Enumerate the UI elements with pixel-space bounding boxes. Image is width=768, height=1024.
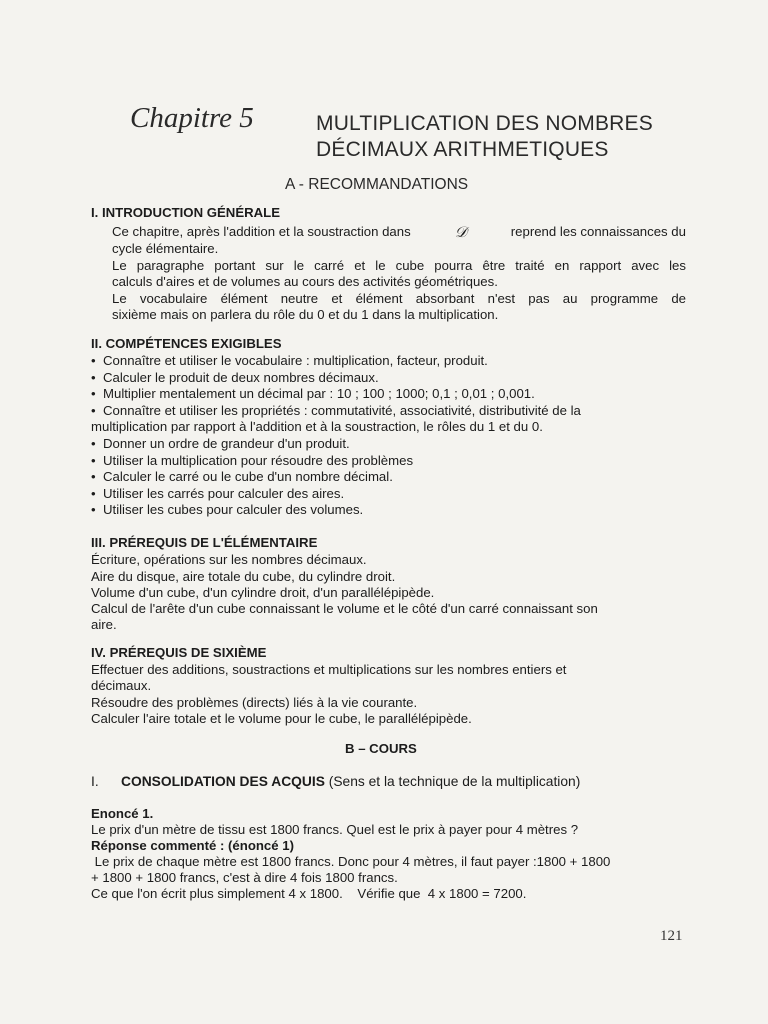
intro-p1-line1 — [112, 224, 686, 242]
consolidation-number: I. — [91, 774, 99, 789]
answer-line: + 1800 + 1800 francs, c'est à dire 4 fois 1800 francs. — [91, 870, 398, 885]
prereq-6e-line: Calculer l'aire totale et le volume pour le cube, le parallélépipède. — [91, 711, 472, 726]
prereq-elem-line: Volume d'un cube, d'un cylindre droit, d'un parallélépipède. — [91, 585, 435, 600]
prereq-6e-line: décimaux. — [91, 678, 152, 693]
intro-heading: I. INTRODUCTION GÉNÉRALE — [91, 205, 281, 220]
intro-p1-a: Ce chapitre, après l'addition et la soustraction dans — [112, 224, 411, 239]
prereq-6e-line: Résoudre des problèmes (directs) liés à la vie courante. — [91, 695, 418, 710]
answer-heading: Réponse commenté : (énoncé 1) — [91, 838, 294, 853]
competences-heading: II. COMPÉTENCES EXIGIBLES — [91, 336, 282, 351]
list-item: • Calculer le carré ou le cube d'un nombre décimal. — [91, 469, 581, 486]
consolidation-subtitle: (Sens et la technique de la multiplication) — [328, 774, 581, 789]
section-a-heading: A - RECOMMANDATIONS — [285, 176, 469, 193]
list-item: • Connaître et utiliser le vocabulaire : multiplication, facteur, produit. — [91, 353, 581, 370]
answer-line: Le prix de chaque mètre est 1800 francs. Donc pour 4 mètres, il faut payer :1800 + 1800 — [91, 854, 611, 869]
enonce-heading: Enoncé 1. — [91, 806, 154, 821]
list-item: • Calculer le produit de deux nombres décimaux. — [91, 370, 581, 387]
prereq-6e-line: Effectuer des additions, soustractions et multiplications sur les nombres entiers et — [91, 662, 567, 677]
chapter-title-line1: MULTIPLICATION DES NOMBRES — [316, 112, 653, 135]
list-item: • Utiliser la multiplication pour résoudre des problèmes — [91, 453, 581, 470]
list-item: • Utiliser les carrés pour calculer des aires. — [91, 486, 581, 503]
consolidation-heading-row — [121, 774, 580, 791]
intro-p2-line2: calculs d'aires et de volumes au cours des activités géométriques. — [112, 274, 498, 289]
list-item-continuation: multiplication par rapport à l'addition et à la soustraction, le rôles du 1 et du 0. — [91, 419, 543, 435]
prereq-elem-line: Aire du disque, aire totale du cube, du cylindre droit. — [91, 569, 396, 584]
consolidation-heading: CONSOLIDATION DES ACQUIS — [121, 774, 325, 789]
chapter-label: Chapitre 5 — [130, 102, 254, 134]
answer-line: Ce que l'on écrit plus simplement 4 x 1800. Vérifie que 4 x 1800 = 7200. — [91, 886, 527, 901]
intro-p1-symbol: 𝒟 — [454, 225, 467, 241]
chapter-title — [316, 111, 653, 163]
intro-p1-b: reprend les connaissances du — [510, 224, 686, 239]
list-item: • Multiplier mentalement un décimal par : 10 ; 100 ; 1000; 0,1 ; 0,01 ; 0,001. — [91, 386, 581, 403]
prereq-elem-heading: III. PRÉREQUIS DE L'ÉLÉMENTAIRE — [91, 535, 318, 550]
intro-p2-line1: Le paragraphe portant sur le carré et le cube pourra être traité en rapport avec les — [112, 258, 686, 273]
prereq-6e-heading: IV. PRÉREQUIS DE SIXIÈME — [91, 645, 267, 660]
prereq-elem-line: Écriture, opérations sur les nombres décimaux. — [91, 552, 367, 567]
list-item: • Connaître et utiliser les propriétés : commutativité, associativité, distributivité de la — [91, 403, 581, 420]
chapter-title-line2: DÉCIMAUX ARITHMETIQUES — [316, 138, 609, 161]
competences-list — [91, 353, 581, 519]
list-item: • Utiliser les cubes pour calculer des volumes. — [91, 502, 581, 519]
prereq-elem-line: Calcul de l'arête d'un cube connaissant le volume et le côté d'un carré connaissant son — [91, 601, 598, 616]
prereq-elem-line: aire. — [91, 617, 117, 632]
enonce-text: Le prix d'un mètre de tissu est 1800 francs. Quel est le prix à payer pour 4 mètres ? — [91, 822, 579, 837]
section-b-heading: B – COURS — [345, 741, 417, 756]
page-number: 121 — [660, 928, 683, 944]
list-item: • Donner un ordre de grandeur d'un produit. — [91, 436, 581, 453]
intro-p1-line2: cycle élémentaire. — [112, 241, 219, 256]
intro-p3-line2: sixième mais on parlera du rôle du 0 et du 1 dans la multiplication. — [112, 307, 499, 322]
intro-p3-line1: Le vocabulaire élément neutre et élément absorbant n'est pas au programme de — [112, 291, 686, 306]
